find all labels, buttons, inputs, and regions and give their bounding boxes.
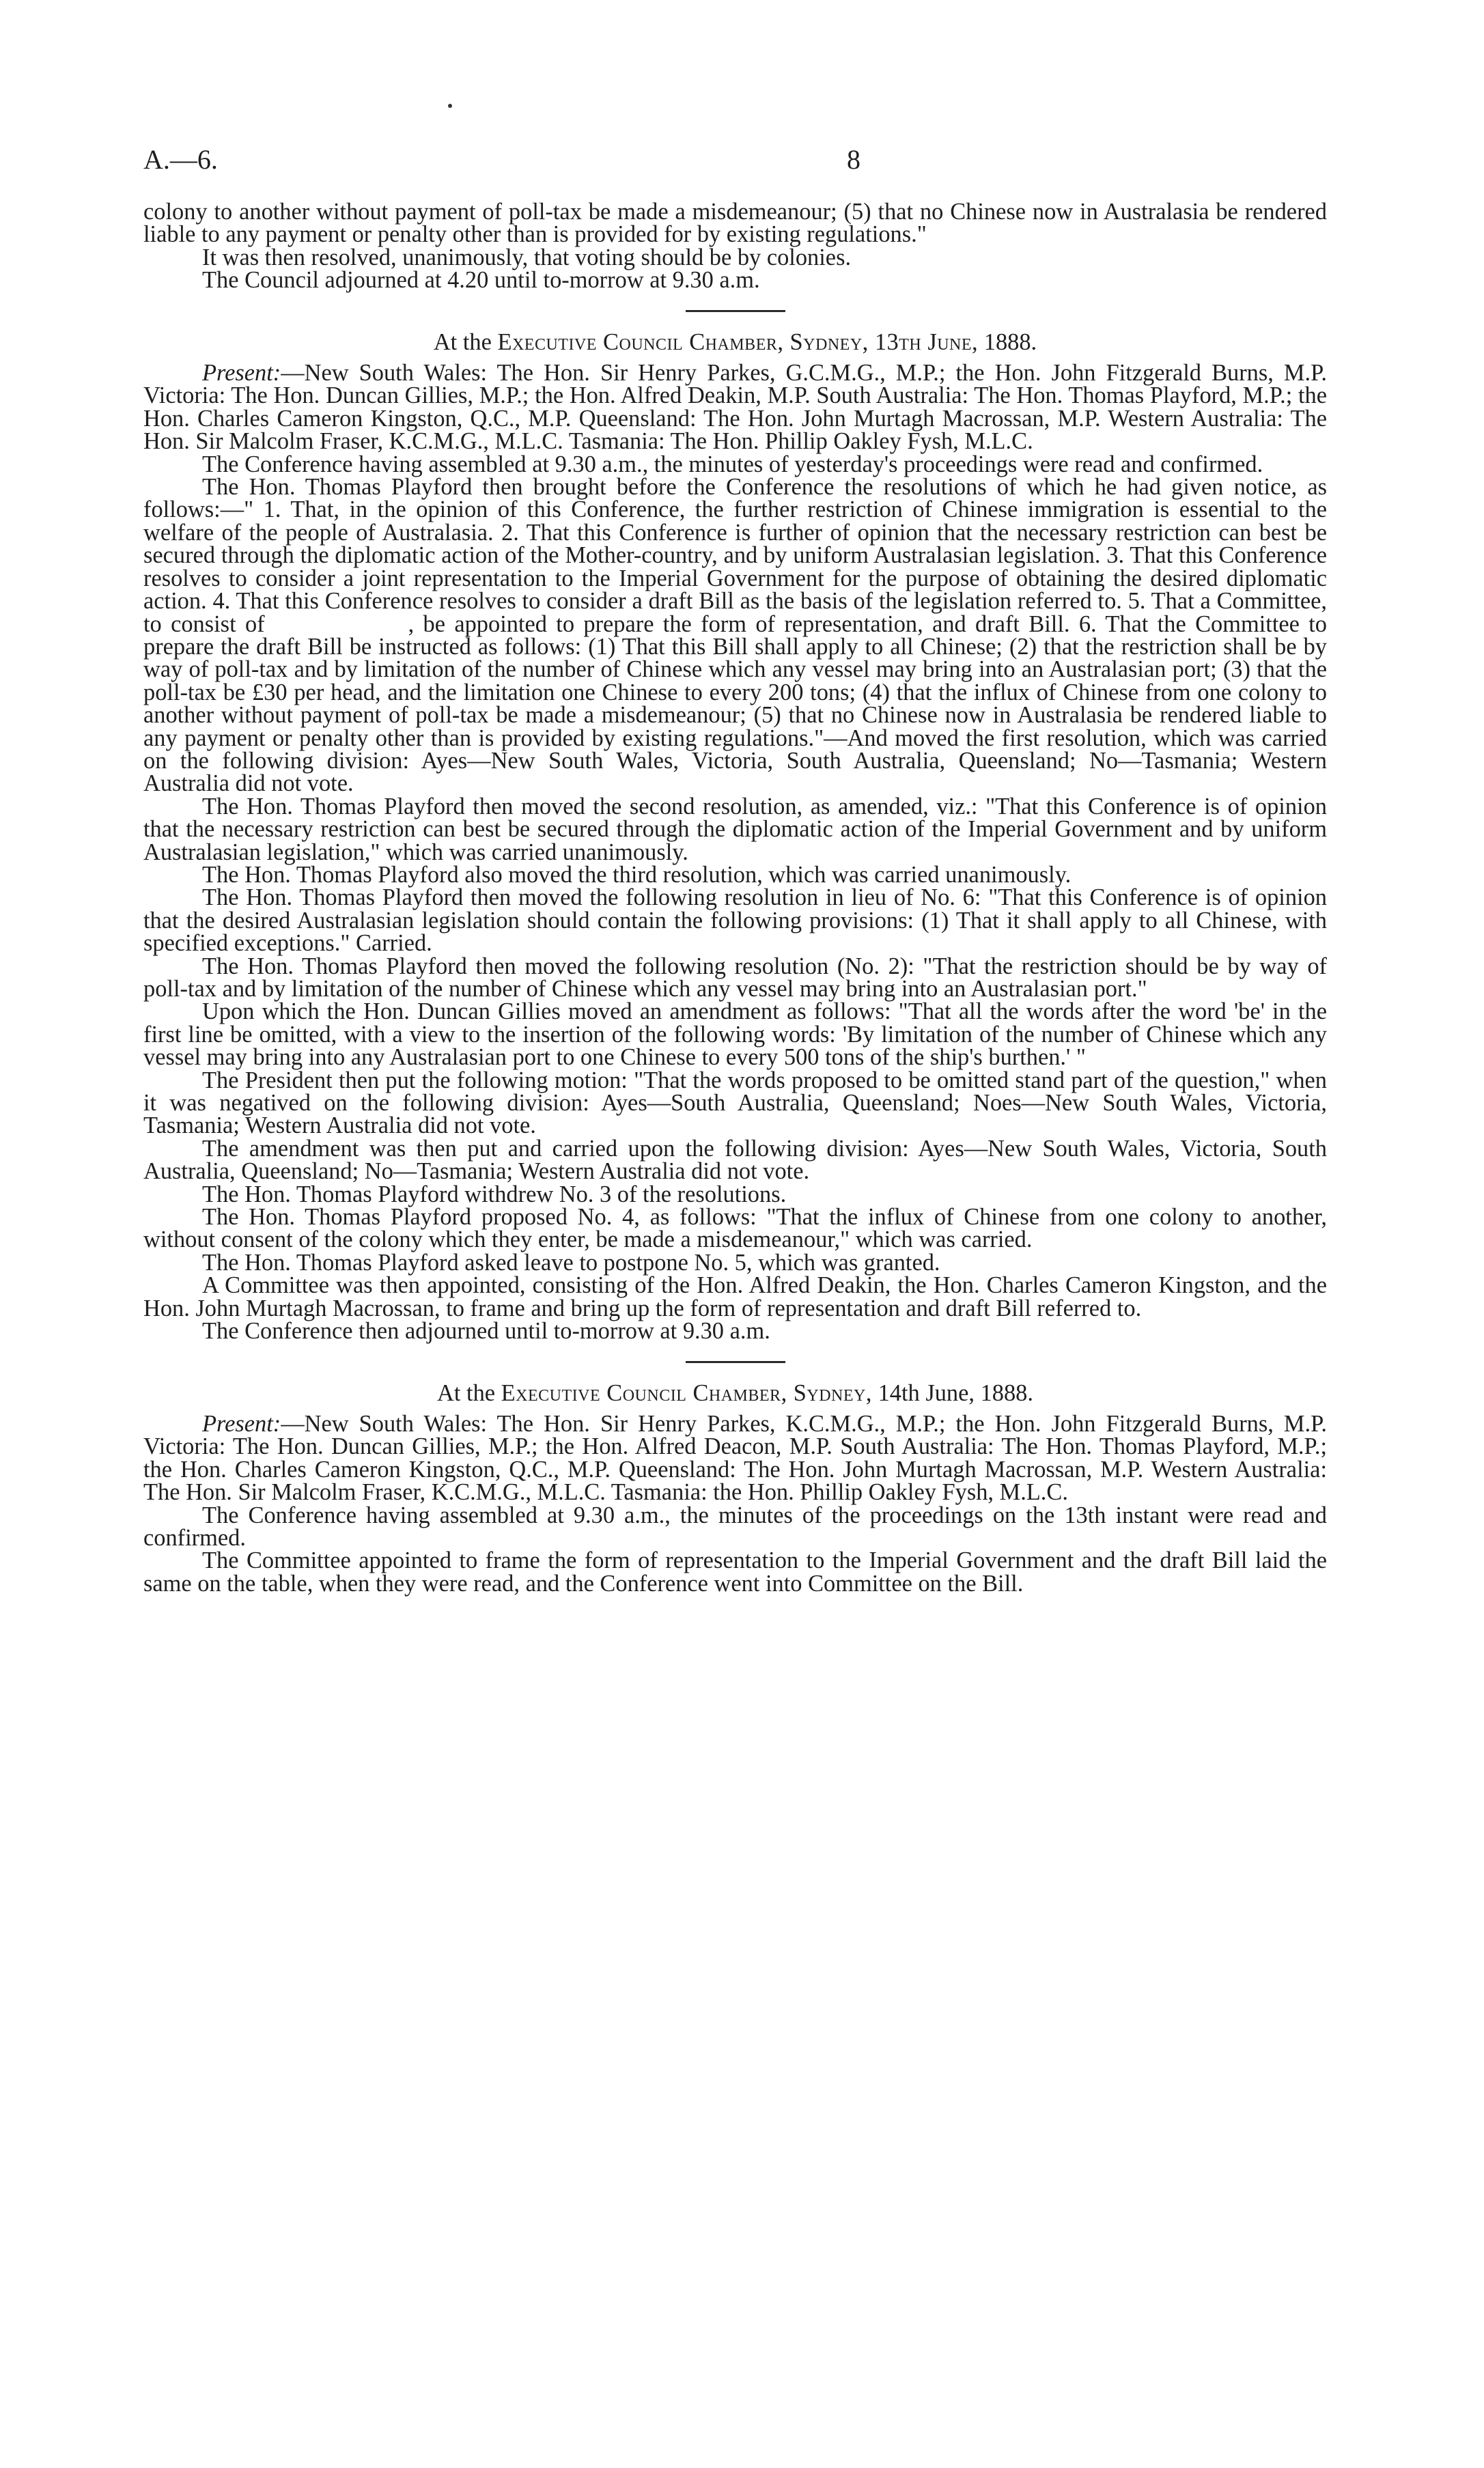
session-heading-date: 14th June, 1888.	[878, 1379, 1033, 1406]
paragraph: The Hon. Thomas Playford then moved the following resolution in lieu of No. 6: "That this Conference is of opinion that the desired Australasian legislation should contain the following provisions: (1) That it shall apply to all Chinese, with specified exceptions." Carried.	[143, 884, 1327, 957]
session-heading-prefix: At the	[433, 328, 492, 355]
paragraph: The Hon. Thomas Playford asked leave to postpone No. 5, which was granted.	[202, 1249, 940, 1276]
present-label: Present:	[202, 1410, 281, 1437]
resolutions-text-b: , be appointed to prepare the form of representation, and draft Bill. 6. That the Committee to prepare the draft Bill be instructed as follows: (1) That this Bill shall apply to all Chinese; (2) that the restriction shall be by way of poll-tax and by limitation of the number of Chinese which any vessel may bring into an Australasian port; (3) that the poll-tax be £30 per head, and the limitation one Chinese to every 200 tons; (4) that the influx of Chinese from one colony to another without payment of poll-tax be made a misdemeanour; (5) that no Chinese now in Australasia be rendered liable to any payment or penalty other than is provided by existing regulations."—And moved the first resolution, which was carried on the following division: Ayes—New South Wales, Victoria, South Australia, Queensland; No—Tasmania; Western Australia did not vote.	[143, 611, 1327, 797]
paragraph: The Hon. Thomas Playford then moved the following resolution (No. 2): "That the restriction should be by way of poll-tax and by limitation of the number of Chinese which any vessel may bring into an Australasian port."	[143, 953, 1327, 1002]
section-divider	[686, 310, 785, 312]
session-heading-year: 1888.	[983, 328, 1037, 355]
paragraph: The Hon. Thomas Playford then moved the second resolution, as amended, viz.: "That this Conference is of opinion that the necessary restriction can best be secured through the diplomatic action of the Imperial Government and by uniform Australasian legislation," which was carried unanimously.	[143, 793, 1327, 865]
paragraph: The Hon. Thomas Playford proposed No. 4, as follows: "That the influx of Chinese from one colony to another, without consent of the colony which they enter, be made a misdemeanour," which was carried.	[143, 1204, 1327, 1253]
attendance-paragraph	[143, 362, 1327, 453]
session-heading	[143, 328, 1327, 355]
paragraph: The Conference having assembled at 9.30 a.m., the minutes of yesterday's proceedings were read and confirmed.	[202, 451, 1263, 477]
continued-paragraph: colony to another without payment of poll-tax be made a misdemeanour; (5) that no Chinese now in Australasia be rendered liable to any payment or penalty other than is provided for by existing regulations."	[143, 199, 1327, 248]
paragraph: The Conference having assembled at 9.30 a.m., the minutes of the proceedings on the 13th instant were read and confirmed.	[143, 1502, 1327, 1551]
resolutions-text-a: The Hon. Thomas Playford then brought before the Conference the resolutions of which he had given notice, as follows:—" 1. That, in the opinion of this Conference, the further restriction of Chinese immigration is essential to the welfare of the people of Australasia. 2. That this Conference is further of opinion that the necessary restriction can best be secured through the diplomatic action of the Mother-country, and by uniform Australasian legislation. 3. That this Conference resolves to consider a joint representation to the Imperial Government for the purpose of obtaining the desired diplomatic action. 4. That this Conference resolves to consider a draft Bill as the basis of the legislation referred to. 5. That a Committee, to consist of	[143, 474, 1327, 637]
session-heading	[143, 1379, 1327, 1406]
page-header	[137, 143, 1345, 184]
attendance-paragraph	[143, 1410, 1327, 1506]
paragraph: The Council adjourned at 4.20 until to-morrow at 9.30 a.m.	[202, 267, 760, 294]
paragraph: It was then resolved, unanimously, that voting should be by colonies.	[202, 244, 852, 270]
session-heading-prefix: At the	[437, 1379, 496, 1406]
paragraph: The amendment was then put and carried upon the following division: Ayes—New South Wales, Victoria, South Australia, Queensland; No—Tasmania; Western Australia did not vote.	[143, 1135, 1327, 1185]
paragraph: The Hon. Thomas Playford withdrew No. 3 of the resolutions.	[202, 1181, 787, 1207]
paragraph: The Committee appointed to frame the form of representation to the Imperial Government and the draft Bill laid the same on the table, when they were read, and the Conference went into Committee on the Bill.	[143, 1547, 1327, 1597]
paragraph: A Committee was then appointed, consisting of the Hon. Alfred Deakin, the Hon. Charles Cameron Kingston, and the Hon. John Murtagh Macrossan, to frame and bring up the form of representation and draft Bill referred to.	[143, 1272, 1327, 1321]
present-list: —New South Wales: The Hon. Sir Henry Parkes, G.C.M.G., M.P.; the Hon. John Fitzgerald Burns, M.P. Victoria: The Hon. Duncan Gillies, M.P.; the Hon. Alfred Deakin, M.P. South Australia: The Hon. Thomas Playford, M.P.; the Hon. Charles Cameron Kingston, Q.C., M.P. Queensland: The Hon. John Murtagh Macrossan, M.P. Western Australia: The Hon. Sir Malcolm Fraser, K.C.M.G., M.L.C. Tasmania: The Hon. Phillip Oakley Fysh, M.L.C.	[143, 360, 1327, 455]
paragraph: The Conference then adjourned until to-morrow at 9.30 a.m.	[202, 1318, 770, 1345]
paragraph: The President then put the following motion: "That the words proposed to be omitted stand part of the question," when it was negatived on the following division: Ayes—South Australia, Queensland; Noes—New South Wales, Victoria, Tasmania; Western Australia did not vote.	[143, 1067, 1327, 1139]
document-reference: A.—6.	[143, 144, 218, 175]
section-divider	[686, 1361, 785, 1363]
paragraph: Upon which the Hon. Duncan Gillies moved an amendment as follows: "That all the words after the word 'be' in the first line be omitted, with a view to the insertion of the following words: 'By limitation of the number of Chinese which any vessel may bring into any Australasian port to one Chinese to every 500 tons of the ship's burthen.' "	[143, 998, 1327, 1071]
present-label: Present:	[202, 360, 281, 387]
session-heading-place: Executive Council Chamber, Sydney,	[501, 1379, 872, 1406]
document-body	[143, 201, 1327, 1595]
session-heading-place: Executive Council Chamber, Sydney, 13th June,	[497, 328, 979, 355]
present-list: —New South Wales: The Hon. Sir Henry Parkes, K.C.M.G., M.P.; the Hon. John Fitzgerald Burns, M.P. Victoria: The Hon. Duncan Gillies, M.P.; the Hon. Alfred Deacon, M.P. South Australia: The Hon. Thomas Playford, M.P.; the Hon. Charles Cameron Kingston, Q.C., M.P. Queensland: The Hon. John Murtagh Macrossan, M.P. Western Australia: The Hon. Sir Malcolm Fraser, K.C.M.G., M.L.C. Tasmania: the Hon. Phillip Oakley Fysh, M.L.C.	[143, 1410, 1327, 1506]
resolutions-paragraph	[143, 476, 1327, 796]
paragraph: The Hon. Thomas Playford also moved the third resolution, which was carried unanimously.	[202, 861, 1072, 888]
ink-speck	[448, 104, 452, 108]
page-number: 8	[847, 144, 860, 175]
